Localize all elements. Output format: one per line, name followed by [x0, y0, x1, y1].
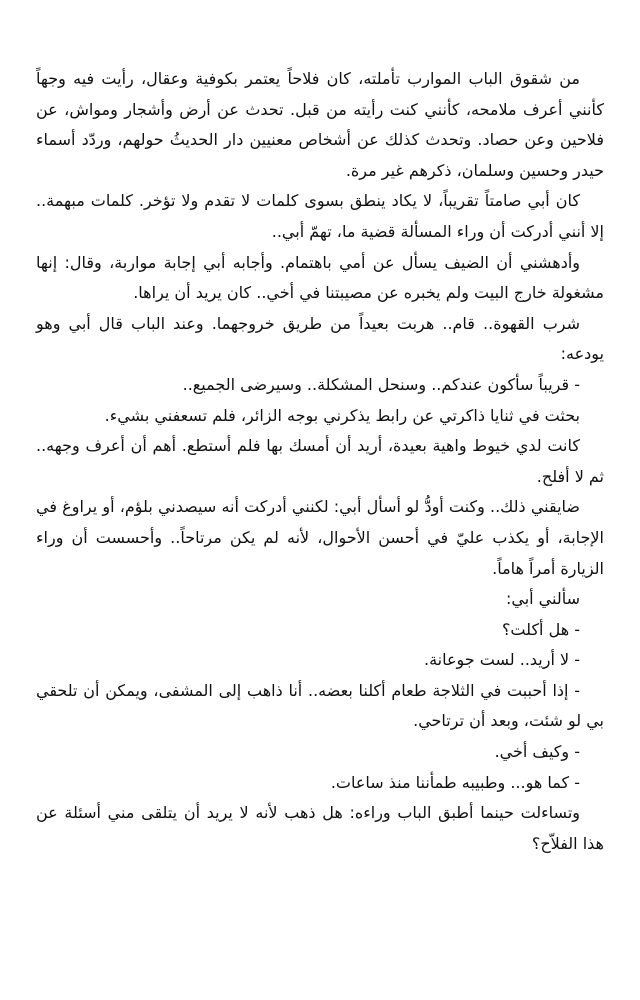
dialogue-line: - لا أريد.. لست جوعانة.	[424, 650, 580, 670]
document-page	[36, 64, 604, 859]
paragraph: بحثت في ثنايا ذاكرتي عن رابط يذكرني بوجه الزائر، فلم تسعفني بشيء.	[104, 405, 580, 425]
dialogue-line: - قريباً سأكون عندكم.. وسنحل المشكلة.. وسيرضى الجميع..	[182, 374, 580, 394]
dialogue-line: - وكيف أخي.	[494, 742, 580, 762]
dialogue-line: - كما هو... وطبيبه طمأننا منذ ساعات.	[330, 772, 580, 792]
paragraph: وأدهشني أن الضيف يسأل عن أمي باهتمام. وأجابه أبي إجابة مواربة، وقال: إنها مشغولة خارج البيت ولم يخبره عن مصيبتنا في أخي.. كان يريد أن يراها.	[36, 252, 604, 303]
dialogue-line: - هل أكلت؟	[501, 619, 580, 639]
paragraph: شرب القهوة.. قام.. هربت بعيداً من طريق خروجهما. وعند الباب قال أبي وهو يودعه:	[36, 313, 604, 364]
paragraph: كان أبي صامتاً تقريباً، لا يكاد ينطق بسوى كلمات لا تقدم ولا تؤخر. كلمات مبهمة.. إلا أنني أدركت أن وراء المسألة قضية ما، تهمّ أبي..	[36, 191, 604, 241]
paragraph: ضايقني ذلك.. وكنت أودُّ لو أسأل أبي: لكنني أدركت أنه سيصدني بلؤم، أو يراوغ في الإجابة، أو يكذب عليّ في أحسن الأحوال، لأنه لم يكن مرتاحاً.. وأحسست أن وراء الزيارة أمراً هاماً.	[36, 497, 604, 578]
paragraph: كانت لدي خيوط واهية بعيدة، أريد أن أمسك بها فلم أستطع. أهم أن أعرف وجهه.. ثم لا أفلح.	[36, 436, 604, 486]
paragraph: سألني أبي:	[505, 589, 580, 609]
paragraph: وتساءلت حينما أطبق الباب وراءه: هل ذهب لأنه لا يريد أن يتلقى مني أسئلة عن هذا الفلاّح؟	[36, 803, 604, 853]
paragraph: من شقوق الباب الموارب تأملته، كان فلاحاً يعتمر بكوفية وعقال، رأيت فيه وجهاً كأنني أعرف ملامحه، كأنني كنت رأيته من قبل. تحدث عن أرض وأشجار ومواش، عن فلاحين وعن حصاد. وتحدث كذلك عن أشخاص معنيين دار الحديثُ حولهم، وردّد أسماء حيدر وحسين وسلمان، ذكرهم غير مرة.	[36, 69, 604, 180]
dialogue-line: - إذا أحببت في الثلاجة طعام أكلنا بعضه.. أنا ذاهب إلى المشفى، ويمكن أن تلحقي بي لو شئت، وبعد أن ترتاحي.	[36, 680, 604, 731]
